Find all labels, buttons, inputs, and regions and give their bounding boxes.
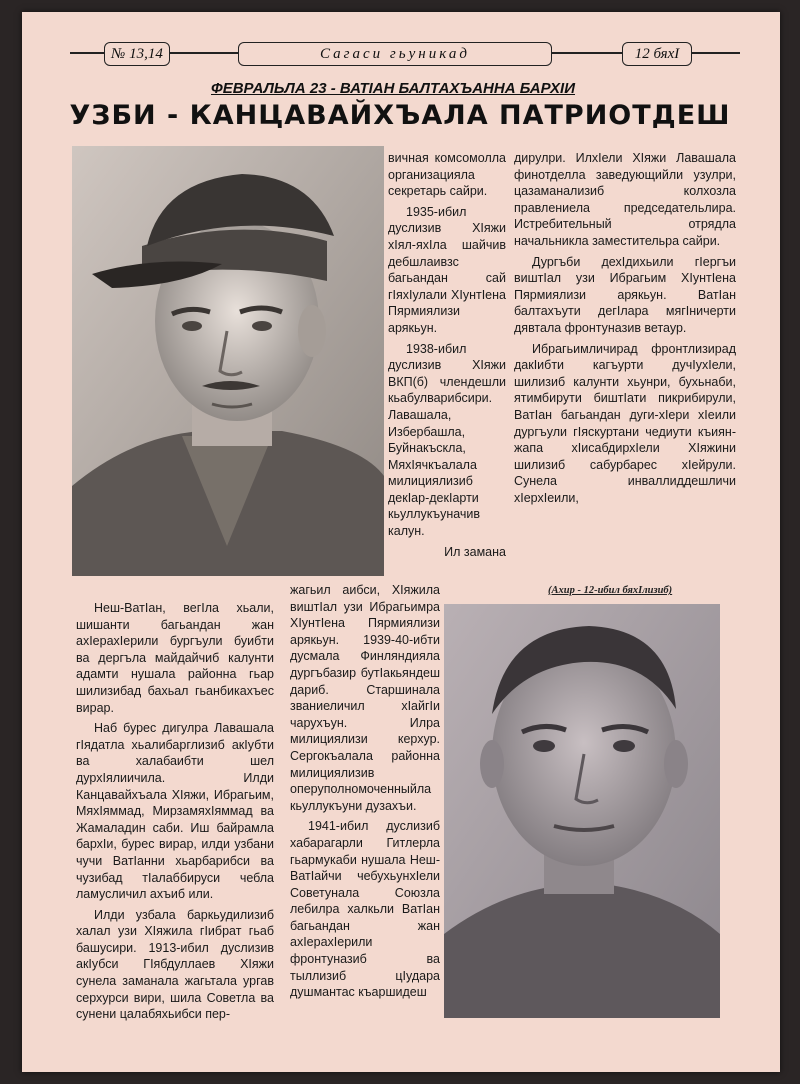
paragraph: вичная комсомолла организацияла секретарь сайри. (388, 151, 506, 199)
article-column-bottom-left (76, 600, 274, 1027)
paragraph: 1935-ибил дуслизив ХIяжи хIял-яхIла шайчив дебшлаивзс багьандан сай гIяхIулали ХIунтIена Пярмиялизи арякьун. (388, 204, 506, 335)
continuation-caption: (Ахир - 12-ибил бяхIлизиб) (548, 585, 673, 596)
article-column-bottom-middle (290, 582, 440, 1005)
paragraph: 1938-ибил дуслизив ХIяжи ВКП(б) члендешли кьабулварибсири. Лавашала, Избербашла, Буйнакъскла, МяхIячкъалала милициялизиб декIар-декIарти кьуллукъуначив калун. (388, 341, 506, 539)
paragraph: Неш-ВатIан, вегIла хьали, шишанти багьандан жан ахIерахIерили бургъули буибти ва дергъла майдайчиб калунти адамти нушала районна гьар шилизибад бахьал гьанбикахъес вирар. (76, 601, 274, 715)
paragraph: Наб бурес дигулра Лавашала гIядатла хьалибарглизиб акIубти ва халабаибти шел дурхIялиичила. Илди Канцавайхъала ХIяжи, Ибрагьим, МяхIяммад, МирзамяхIяммад ва Жамаладин саби. Иш байрамла бархIи, бурес вирар, илди узбани чучи ВатIанни хьарбарибси ва чузибад тIалаббируси чебла ламусличил ахъиб или. (76, 721, 274, 902)
paragraph: Илди узбала баркьудилизиб халал узи ХIяжила гIибрат гьаб башусири. 1913-ибил дуслизив акIубси ГIябдуллаев ХIяжи сунела заманала жагьтала ургав серхурси вири, шила Советла ва сунени цалабяхьибси пер- (76, 907, 274, 1022)
portrait-photo-hyazhi (72, 146, 384, 576)
paragraph: 1941-ибил дуслизиб хабарагарли Гитлерла гьармукаби нушала Неш-ВатIайчи чебухьунхIели Советунала Союзла лебилра халкьли ВатIан багьандан жан ахIерахIерили фронтуназиб ва тыллизиб цIудара душмантас къаршидеш (290, 819, 440, 1000)
article-column-top-right (514, 150, 736, 510)
paragraph: Ил замана (444, 544, 506, 559)
portrait-photo-ibragim (444, 604, 720, 1018)
page-number: 12 бяхI (622, 42, 692, 66)
paragraph: Ибрагьимличирад фронтлизирад дакIибти кагъурти дучIухIели, шилизиб калунти хьунри, бухьнаби, ятимбирути биштIати пикрибирули, ВатIан багьандан дуги-хIери хIеили дургъули гIяскуртани чедиути къиян-жапа хIисабдирхIели ХIяжини шилизиб сабурбарес хIейрули. Сунела инваллиддешличи хIерхIеили, (514, 341, 736, 505)
paragraph: дирулри. ИлхIели ХIяжи Лавашала финотделла заведующийли узулри, цазаманализиб колхозла правлениела председательлира. Истребительный отрядла начальникла заместительра сайри. (514, 151, 736, 248)
kicker-headline: ФЕВРАЛЬЛА 23 - ВАТIАН БАЛТАХЪАННА БАРХIИ (211, 80, 575, 97)
issue-number: № 13,14 (104, 42, 170, 66)
newspaper-name: Сагаси гьуникад (238, 42, 552, 66)
page-title: УЗБИ - КАНЦАВАЙХЪАЛА ПАТРИОТДЕШ (69, 100, 731, 131)
paragraph: жагьил аибси, ХIяжила виштIал узи Ибрагьимра ХIунтIена Пярмиялизи арякьун. 1939-40-ибти дусмала Финляндияла дургъбазир бутIакьяндеш дариб. Старшинала званиеличил хIайгIи чарухъун. Илра милициялизи керхур. Сергокъалала районна милициялизив оперуполномоченныйла кьуллукъуни дузахъи. (290, 583, 440, 813)
article-column-top-middle (388, 150, 506, 564)
paragraph: Дургъби дехIдихьили гIергъи виштIал узи Ибрагьим ХIунтIена Пярмиялизи арякьун. ВатIан балтахъути дегIлара мягIничерти дявтала фронтуназив ветаур. (514, 254, 736, 335)
